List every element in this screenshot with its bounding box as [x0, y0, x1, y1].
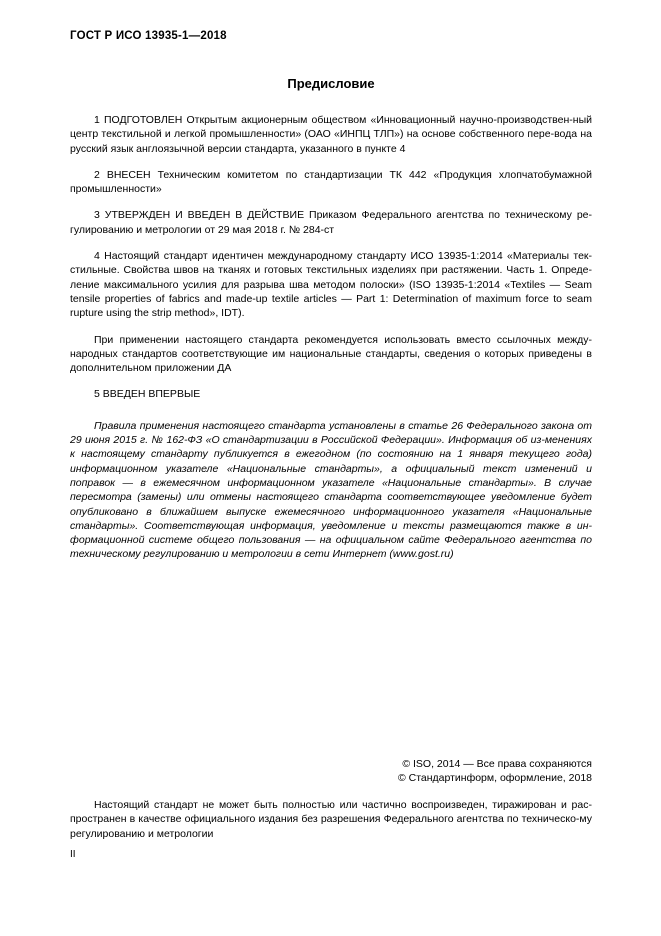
page-title: Предисловие: [287, 76, 375, 91]
paragraph-3: 3 УТВЕРЖДЕН И ВВЕДЕН В ДЕЙСТВИЕ Приказом Федерального агентства по техническому ре-гулированию и метрологии от 29 мая 2018 г. № 284-ст: [70, 209, 592, 236]
reproduction-notice: Настоящий стандарт не может быть полностью или частично воспроизведен, тиражирован и рас-пространен в качестве официального издания без разрешения Федерального агентства по техническо-му регулированию и метрологии: [70, 799, 592, 840]
paragraph-2: 2 ВНЕСЕН Техническим комитетом по стандартизации ТК 442 «Продукция хлопчатобумажной промышленности»: [70, 168, 592, 196]
paragraph-1: 1 ПОДГОТОВЛЕН Открытым акционерным обществом «Инновационный научно-производствен-ный центр текстильной и легкой промышленности» (ОАО «ИНПЦ ТЛП») на основе собственного пере-вода на русский язык англоязычной версии стандарта, указанного в пункте 4: [70, 114, 592, 155]
copyright-line-iso: © ISO, 2014 — Все права сохраняются: [402, 758, 592, 770]
copyright-block: [70, 757, 592, 785]
copyright-line-standartinform: © Стандартинформ, оформление, 2018: [397, 772, 592, 784]
page-number: II: [70, 849, 76, 860]
paragraph-5: При применении настоящего стандарта рекомендуется использовать вместо ссылочных между-народных стандартов соответствующие им национальные стандарты, сведения о которых приведены в дополнительном приложении ДА: [70, 333, 592, 375]
paragraph-4: 4 Настоящий стандарт идентичен международному стандарту ИСО 13935-1:2014 «Материалы тек-стильные. Свойства швов на тканях и готовых текстильных изделиях при растяжении. Часть 1. Опреде-ление максимального усилия для разрыва шва методом полоски» (ISO 13935-1:2014 «Textiles — Seam tensile properties of fabrics and made-up textile articles — Part 1: Determination of maximum force to seam rupture using the strip method», IDT).: [70, 250, 592, 320]
paragraph-6: 5 ВВЕДЕН ВПЕРВЫЕ: [94, 388, 201, 401]
standard-designation-header: ГОСТ Р ИСО 13935-1—2018: [70, 30, 227, 42]
application-rules-note: Правила применения настоящего стандарта установлены в статье 26 Федерального закона от 29 июня 2015 г. № 162-ФЗ «О стандартизации в Российской Федерации». Информация об из-менениях к настоящему стандарту публикуется в ежегодном (по состоянию на 1 января текущего года) информационном указателе «Национальные стандарты», а официальный текст изменений и поправок — в ежемесячном информационном указателе «Национальные стандарты». В случае пересмотра (замены) или отмены настоящего стандарта соответствующее уведомление будет опубликовано в ближайшем выпуске ежемесячного информационного указателя «Национальные стандарты». Соответствующая информация, уведомление и тексты размещаются также в ин-формационной системе общего пользования — на официальном сайте Федерального агентства по техническому регулированию и метрологии в сети Интернет (www.gost.ru): [70, 419, 592, 561]
page-content: [70, 30, 592, 574]
